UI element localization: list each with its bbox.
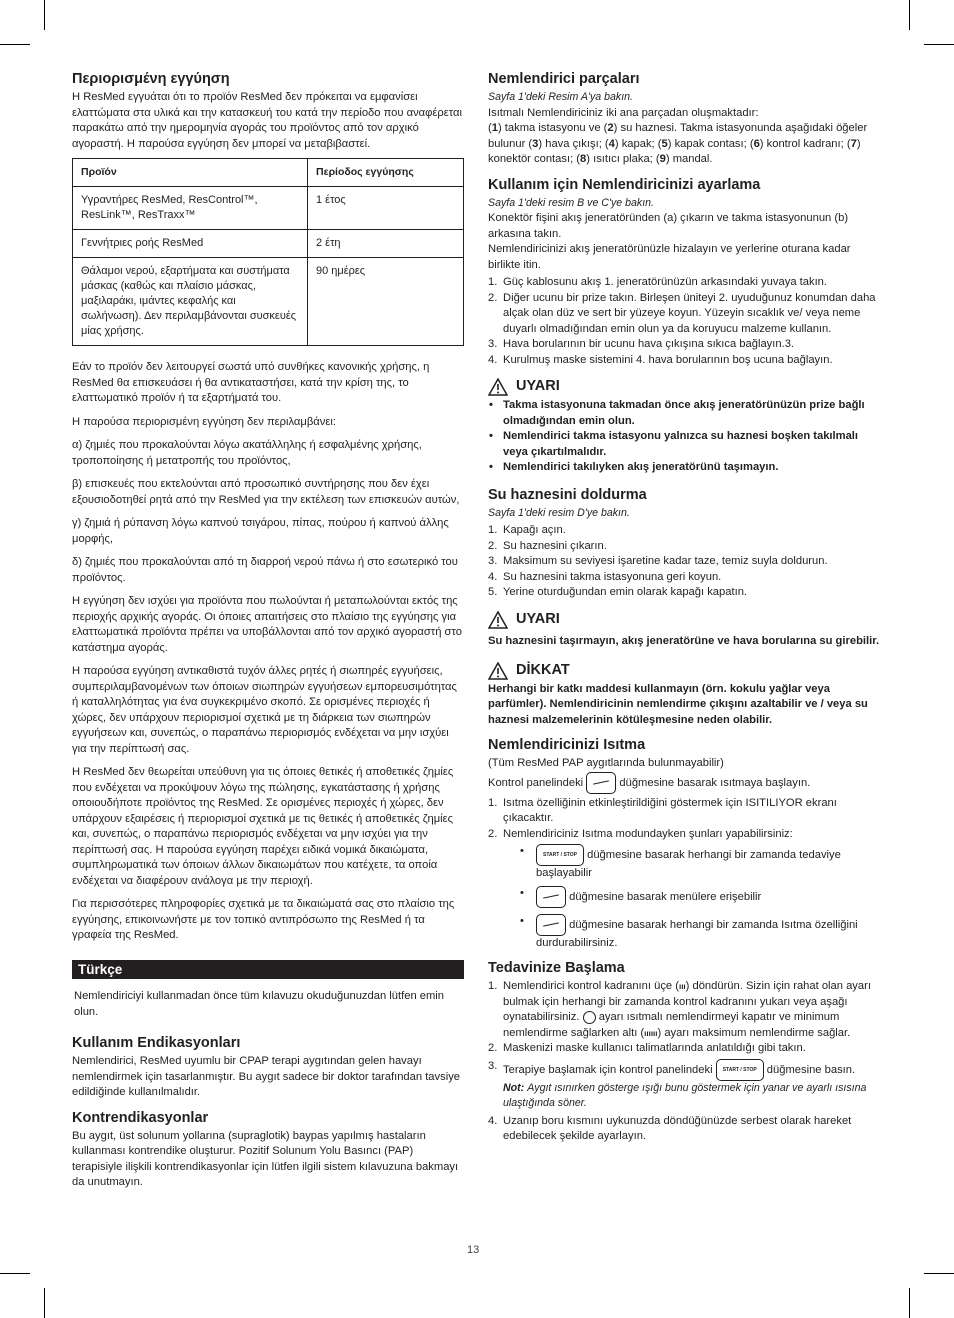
heating-subtitle: (Tüm ResMed PAP aygıtlarında bulunmayabilir) (488, 757, 724, 769)
right-column (488, 70, 882, 1147)
warning-triangle-icon (488, 611, 508, 629)
fill-steps (488, 523, 882, 601)
table-cell: Υγραντήρες ResMed, ResControl™, ResLink™, ResTraxx™ (73, 187, 308, 230)
warning-heading: UYARI (488, 378, 882, 396)
list-item: 4. Su haznesini takma istasyonuna geri koyun. (488, 570, 722, 583)
setup-paragraph: Nemlendiricinizi akış jeneratörünüzle hizalayın ve yerlerine oturana kadar birlikte itin. (488, 243, 851, 271)
crop-mark (0, 1273, 30, 1274)
warranty-paragraph: γ) ζημιά ή ρύπανση λόγω καπνού τσιγάρου, πίπας, πούρου ή καπνού άλλης μορφής, (72, 517, 449, 545)
warranty-paragraph: Η παρούσα περιορισμένη εγγύηση δεν περιλαμβάνει: (72, 415, 336, 428)
list-item: 2. Diğer ucunu bir prize takın. Birleşen üniteyi 2. uyuduğunuz konumdan daha alçak olan düz ve sert bir yüzeye koyun. Yüzeyin sıcaklık ve/ veya neme duyarlı olmadığından emin olun ya da koruyucu malzeme kullanın. (488, 291, 876, 335)
indications-title: Kullanım Endikasyonları (72, 1035, 241, 1051)
warranty-title: Περιορισμένη εγγύηση (72, 71, 230, 87)
contraindications-text: Bu aygıt, üst solunum yollarına (supraglotik) baypas yapılmış hastaların kullanması kontrendike oluşturur. Pozitif Solunum Yolu Basıncı (PAP) terapisiyle ilişkili kontrendikasyonlar için lütfen ilgili sistem kılavuzuna bakmayı da unutmayın. (72, 1129, 459, 1188)
table-cell: 1 έτος (308, 187, 464, 230)
sub-item: • düğmesine basarak menülere erişebilir (488, 886, 882, 908)
start-steps (488, 979, 882, 1145)
sub-item: • START / STOP düğmesine basarak herhangi bir zamanda tedaviye başlayabilir (520, 845, 841, 879)
list-item: 1. Kapağı açın. (488, 524, 566, 536)
list-item: 4. Uzanıp boru kısmını uykunuzda döndüğünüzde serbest olarak hareket edebilecek şekilde ayarlayın. (488, 1114, 852, 1142)
crop-mark (924, 44, 954, 45)
caution-heading: DİKKAT (488, 662, 882, 680)
start-therapy-title: Tedavinize Başlama (488, 960, 625, 976)
list-item: 1. Isıtma özelliğinin etkinleştirildiğini göstermek için ISITILIYOR ekranı çıkacaktır. (488, 796, 837, 824)
list-item: 2. Nemlendiriciniz Isıtma modundayken şunları yapabilirsiniz: (488, 827, 793, 840)
heating-title: Nemlendiricinizi Isıtma (488, 737, 646, 753)
warning-triangle-icon (488, 378, 508, 396)
heating-intro: Kontrol panelindeki düğmesine basarak ısıtmaya başlayın. (488, 772, 882, 794)
crop-mark (44, 0, 45, 30)
warranty-paragraph: δ) ζημιές που προκαλούνται από τη διαρροή νερού πάνω ή στο εσωτερικό του προϊόντος. (72, 556, 458, 584)
setup-ref: Sayfa 1'deki resim B ve C'ye bakın. (488, 196, 654, 209)
setup-steps (488, 275, 882, 368)
warranty-paragraph: Εάν το προϊόν δεν λειτουργεί σωστά υπό συνθήκες κανονικής χρήσης, η ResMed θα επισκευάσει ή θα αντικαταστήσει, κατά την κρίση της, το ελαττωματικό προϊόν ή τα εξαρτήματά του. (72, 361, 430, 404)
setup-paragraph: Konektör fişini akış jeneratöründen (a) çıkarın ve takma istasyonunun (b) arkasına takın. (488, 212, 849, 240)
crop-mark (44, 1288, 45, 1318)
parts-ref: Sayfa 1'deki Resim A'ya bakın. (488, 91, 633, 103)
heating-steps (488, 796, 882, 843)
list-item: 3. Hava borularının bir ucunu hava çıkışına sıkıca bağlayın.3. (488, 338, 795, 350)
contraindications-title: Kontrendikasyonlar (72, 1109, 209, 1126)
crop-mark (924, 1273, 954, 1274)
list-item: 4. Kurulmuş maske sistemini 4. hava borularının boş ucuna bağlayın. (488, 353, 833, 366)
list-item: 2. Su haznesini çıkarın. (488, 539, 607, 552)
warranty-paragraph: α) ζημιές που προκαλούνται λόγω ακατάλληλης ή εσφαλμένης χρήσης, τροποποίησης ή μετατροπής του προϊόντος, (72, 439, 422, 467)
setup-title: Kullanım için Nemlendiricinizi ayarlama (488, 176, 761, 193)
parts-line: Isıtmalı Nemlendiriciniz iki ana parçadan oluşmaktadır: (488, 106, 759, 119)
off-dial-icon (583, 1011, 596, 1024)
language-bar: Türkçe (72, 960, 464, 980)
table-header: Προϊόν (73, 159, 308, 187)
warranty-paragraph: β) επισκευές που εκτελούνται από προσωπικό συντήρησης που δεν έχει εξουσιοδοτηθεί ρητά από την ResMed για την εκτέλεση των επισκευών αυτών, (72, 478, 460, 506)
list-item: • Nemlendirici takma istasyonu yalnızca su haznesi boşken takılmalı veya çıkartılmalıdır. (488, 429, 882, 460)
settings-button-icon (586, 772, 616, 794)
list-item: • Nemlendirici takılıyken akış jeneratörünü taşımayın. (488, 460, 882, 476)
list-item: 1. Nemlendirici kontrol kadranını üçe (ııı) döndürün. Sizin için rahat olan ayarı bulmak için herhangi bir zamanda kontrol kadranını yukarı veya aşağı oynatabilirsiniz. ayarı ısıtmalı nemlendirmeyi kapatır ve minimum nemlendirme sağlarken altı (ıııııı) ayarı maksimum nemlendirme sağlar. (488, 980, 871, 1039)
crop-mark (909, 0, 910, 30)
page-number: 13 (467, 1244, 480, 1256)
warranty-paragraph: Για περισσότερες πληροφορίες σχετικά με τα δικαιώματά σας στο πλαίσιο της εγγύησης, επικοινωνήστε με τον τοπικό αντιπρόσωπο της ResMed ή τα γραφεία της ResMed. (72, 898, 455, 941)
parts-list: (1) takma istasyonu ve (2) su haznesi. Takma istasyonunda aşağıdaki öğeler bulunur (3) hava çıkışı; (4) kapak; (5) kapak contası; (6) kontrol kadranı; (7) konektör contası; (8) ısıtıcı plaka; (9) mandal. (488, 122, 868, 165)
table-row (73, 230, 464, 258)
warranty-paragraph: Η παρούσα εγγύηση αντικαθιστά τυχόν άλλες ρητές ή σιωπηρές εγγυήσεις, συμπεριλαμβανομένων των όποιων σιωπηρών εγγυήσεων εμπορευσιμότητας ή καταλληλότητας για ένα συγκεκριμένο σκοπό. Σε ορισμένες περιοχές ή χώρες, δεν υπάρχουν περιορισμοί σχετικά με τη διάρκεια των σιωπηρών εγγυήσεων και, συνεπώς, ο παραπάνω περιορισμός ενδέχεται να μην ισχύει για την περίπτωσή σας. (72, 665, 457, 755)
warning-list (488, 398, 882, 476)
start-stop-button-icon: START / STOP (716, 1059, 764, 1081)
menu-button-icon (536, 886, 566, 908)
list-item: • Takma istasyonuna takmadan önce akış jeneratörünüzün prize bağlı olmadığından emin olun. (488, 398, 882, 429)
settings-button-icon (536, 914, 566, 936)
warranty-intro: Η ResMed εγγυάται ότι το προϊόν ResMed δεν πρόκειται να εμφανίσει ελαττώματα στα υλικά και την κατασκευή του κατά την περίοδο που αναφέρεται παρακάτω από την ημερομηνία αγοράς του προϊόντος από τον αρχικό αγοραστή. Η παρούσα εγγύηση δεν μπορεί να μεταβιβαστεί. (72, 91, 462, 150)
start-stop-button-icon: START / STOP (536, 844, 584, 866)
warning-heading: UYARI (488, 611, 882, 629)
table-header-row (73, 159, 464, 187)
warning-text: Su haznesini taşırmayın, akış jeneratörüne ve hava borularına su girebilir. (488, 634, 880, 647)
caution-text: Herhangi bir katkı maddesi kullanmayın (örn. kokulu yağlar veya parfümler). Nemlendiricinin nemlendirme çıkışını azaltabilir ve / veya su haznesi malzemelerinin kötüleşmesine neden olabilir. (488, 682, 868, 726)
table-header: Περίοδος εγγύησης (308, 159, 464, 187)
list-item: 3. Terapiye başlamak için kontrol panelindeki START / STOP düğmesine basın. Not: Aygıt ısınırken gösterge ışığı bunu göstermek için yanar ve ayarlı ısısına ulaştığında söner. (488, 1059, 867, 1109)
table-row (73, 187, 464, 230)
warranty-paragraph: Η ResMed δεν θεωρείται υπεύθυνη για τις όποιες θετικές ή αποθετικές ζημίες που ενδέχεται να προκύψουν λόγω της πώλησης, εγκατάστασης ή χρήσης οποιουδήποτε προϊόντος της ResMed. Σε ορισμένες περιοχές ή χώρες, δεν υπάρχουν εξαιρέσεις ή περιορισμοί σχετικά με τις θετικές ή αποθετικές ζημίες και, συνεπώς, ο παραπάνω περιορισμός ενδέχεται να μην ισχύει για την περίπτωσή σας. Η παρούσα εγγύηση παρέχει ειδικά νομικά δικαιώματα, συμπληρωματικά των όποιων άλλων δικαιωμάτων που κατέχετε, τα οποία ενδέχεται να διαφέρουν ανάλογα με την περιοχή. (72, 766, 454, 887)
fill-title: Su haznesini doldurma (488, 486, 647, 503)
crop-mark (909, 1288, 910, 1318)
parts-title: Nemlendirici parçaları (488, 71, 640, 87)
list-item: 2. Maskenizi maske kullanıcı talimatlarında anlatıldığı gibi takın. (488, 1042, 806, 1054)
fill-ref: Sayfa 1'deki resim D'ye bakın. (488, 506, 630, 519)
table-cell: Γεννήτριες ροής ResMed (73, 230, 308, 258)
list-item: 5. Yerine oturduğundan emin olarak kapağı kapatın. (488, 586, 748, 598)
table-cell: Θάλαμοι νερού, εξαρτήματα και συστήματα μάσκας (καθώς και πλαίσιο μάσκας, μαξιλαράκι, ιμάντες κεφαλής και σωλήνωση). Δεν περιλαμβάνονται συσκευές μίας χρήσης. (73, 258, 308, 346)
left-column (72, 70, 464, 1191)
table-cell: 2 έτη (308, 230, 464, 258)
warning-triangle-icon (488, 662, 508, 680)
crop-mark (0, 44, 30, 45)
turkish-intro: Nemlendiriciyi kullanmadan önce tüm kılavuzu okuduğunuzdan lütfen emin olun. (74, 990, 445, 1018)
list-item: 3. Maksimum su seviyesi işaretine kadar taze, temiz suyla doldurun. (488, 555, 828, 567)
warranty-table (72, 158, 464, 346)
list-item: 1. Güç kablosunu akış 1. jeneratörünüzün arkasındaki yuvaya takın. (488, 276, 828, 288)
indications-text: Nemlendirici, ResMed uyumlu bir CPAP terapi aygıtından gelen havayı nemlendirmek için tasarlanmıştır. Bu aygıt sadece bir doktor tarafından tavsiye edildiğinde kullanılmalıdır. (72, 1055, 461, 1098)
table-cell: 90 ημέρες (308, 258, 464, 346)
table-row (73, 258, 464, 346)
sub-item: • düğmesine basarak herhangi bir zamanda Isıtma özelliğini durdurabilirsiniz. (520, 914, 858, 949)
warranty-paragraph: Η εγγύηση δεν ισχύει για προϊόντα που πωλούνται ή μεταπωλούνται εκτός της περιοχής αρχικής αγοράς. Οι όποιες απαιτήσεις στο πλαίσιο της εγγύησης για ελαττωματικά προϊόντα πρέπει να υποβάλλονται από τον αρχικό αγοραστή στο κατάστημα αγοράς. (72, 595, 462, 654)
